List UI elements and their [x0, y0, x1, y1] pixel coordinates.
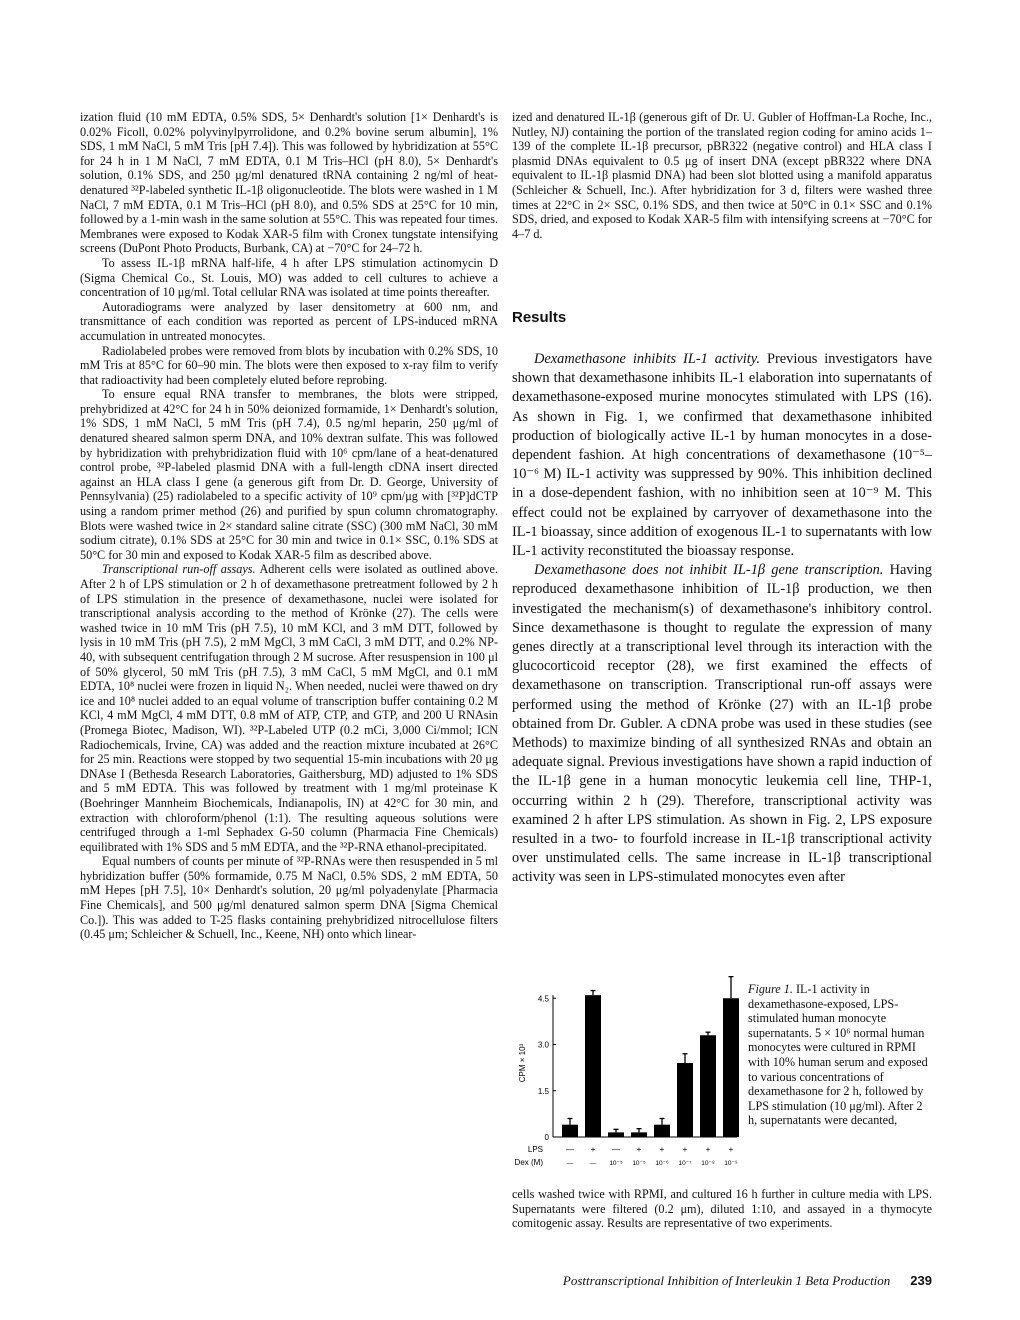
paragraph [512, 561, 932, 887]
bar [654, 1125, 670, 1137]
lps-label: + [682, 1145, 688, 1154]
paragraph-text: Previous investigators have shown that dexamethasone inhibits IL-1 elaboration into supernatants of dexamethasone-exposed murine monocytes stimulated with LPS (16). As shown in Fig. 1, we confirmed that dexamethasone inhibited production of biologically active IL-1 by human monocytes in a dose-dependent fashion. At high concentrations of dexamethasone (10⁻⁵–10⁻⁶ M) IL-1 activity was suppressed by 90%. This inhibition declined in a dose-dependent fashion, with no inhibition seen at 10⁻⁹ M. This effect could not be explained by carryover of dexamethasone into the IL-1 bioassay, since addition of exogenous IL-1 to supernatants with low IL-1 activity reconstituted the bioassay response. [512, 351, 932, 560]
run-in-heading: Dexamethasone does not inhibit IL-1β gene transcription. [534, 562, 884, 579]
row-label-dex: Dex (M) [514, 1158, 543, 1167]
running-title: Posttranscriptional Inhibition of Interleukin 1 Beta Production [562, 1273, 891, 1288]
bar [608, 1132, 624, 1137]
bar [700, 1035, 716, 1137]
y-tick-label: 1.5 [537, 1086, 549, 1096]
dex-label: 10⁻⁹ [724, 1160, 738, 1167]
lps-label: + [636, 1145, 642, 1154]
paragraph: To ensure equal RNA transfer to membranes, the blots were stripped, prehybridized at 42°C for 24 h in 50% deionized formamide, 1× Denhardt's solution, 1% SDS, 1 mM NaCl, 5 mM Tris (pH 7.4), 0.5 ng/ml heparin, 250 μg/ml of denatured sheared salmon sperm DNA, and 10% dextran sulfate. This was followed by hybridization with prehybridization fluid with 10⁶ cpm/lane of a heat-denatured control probe, ³²P-labeled plasmid DNA with a full-length cDNA insert directed against an HLA class I gene (a generous gift from Dr. D. George, University of Pennsylvania) (25) radiolabeled to a specific activity of 10⁹ cpm/μg with [³²P]dCTP using a random primer method (26) and purified by spun column chromatography. Blots were washed twice in 2× standard saline citrate (SSC) (300 mM NaCl, 30 mM sodium citrate), 0.1% SDS at 25°C for 30 min and twice in 0.1× SSC, 0.1% SDS at 50°C for 30 min and exposed to Kodak XAR-5 film as described above. [80, 387, 498, 562]
lps-label: + [728, 1145, 734, 1154]
figure-label: Figure 1. [748, 982, 793, 996]
figure-1-bar-chart [505, 975, 745, 1175]
dex-label: 10⁻⁵ [609, 1160, 623, 1167]
results-body [512, 350, 932, 888]
lps-label: + [590, 1145, 596, 1154]
paragraph: ization fluid (10 mM EDTA, 0.5% SDS, 5× Denhardt's solution [1× Denhardt's is 0.02% Ficoll, 0.02% polyvinylpyrrolidone, and 0.2% bovine serum albumin], 1% SDS, 1 mM NaCl, 5 mM Tris [pH 7.4]). This was followed by hybridization at 55°C for 24 h in 1 M NaCl, 7 mM EDTA, 0.1 M Tris–HCl (pH 8.0), 5× Denhardt's solution, 0.1% SDS, and 250 μg/ml denatured tRNA containing 2 ng/ml of heat-denatured ³²P-labeled synthetic IL-1β oligonucleotide. The blots were washed in 1 M NaCl, 7 mM EDTA, 0.1 M Tris–HCl (pH 8.0), and 0.5% SDS at 25°C for 10 min, followed by a 1-min wash in the same solution at 55°C. This was repeated four times. Membranes were exposed to Kodak XAR-5 film with Cronex tungstate intensifying screens (DuPont Photo Products, Burbank, CA) at −70°C for 24–72 h. [80, 110, 498, 256]
lps-label: — [566, 1145, 574, 1154]
lps-label: — [612, 1145, 620, 1154]
figure-caption-continued: cells washed twice with RPMI, and cultured 16 h further in culture media with LPS. Supernatants were filtered (0.2 μm), diluted 1:10, and assayed in a thymocyte comitogenic assay. Results are representative of two experiments. [512, 1187, 932, 1231]
paragraph: Radiolabeled probes were removed from blots by incubation with 0.2% SDS, 10 mM Tris at 85°C for 60–90 min. The blots were then exposed to x-ray film to verify that radioactivity had been completely eluted before reprobing. [80, 343, 498, 387]
paragraph: ized and denatured IL-1β (generous gift of Dr. U. Gubler of Hoffman-La Roche, Inc., Nutley, NJ) containing the portion of the translated region coding for amino acids 1–139 of the complete IL-1β precursor, pBR322 (negative control) and HLA class I plasmid DNAs equivalent to 0.5 μg of insert DNA (except pBR322 where DNA equivalent to IL-1β plasmid DNA) had been slot blotted using a manifold apparatus (Schleicher & Schuell, Inc.). After hybridization for 3 d, filters were washed three times at 22°C in 2× SSC, 0.1% SDS, and then twice at 50°C in 0.1× SSC and 0.1% SDS, dried, and exposed to Kodak XAR-5 film with intensifying screens at −70°C for 4–7 d. [512, 110, 932, 241]
lps-label: + [705, 1145, 711, 1154]
paragraph-text: Adherent cells were isolated as outlined above. After 2 h of LPS stimulation or 2 h of dexamethasone pretreatment followed by 2 h of LPS stimulation in the presence of dexamethasone, nuclei were isolated for transcriptional analysis according to the method of Krönke (27). The cells were washed twice in 10 mM Tris (pH 7.5), 10 mM KCl, and 3 mM DTT, followed by lysis in 10 mM Tris (pH 7.5), 2 mM MgCl, 3 mM CaCl, 3 mM DTT, and 0.2% NP-40, with subsequent centrifugation through 2 M sucrose. After resuspension in 100 μl of 50% glycerol, 50 mM Tris (pH 7.5), 3 mM CaCl, 5 mM MgCl, and 0.1 mM EDTA, 10⁸ nuclei were frozen in liquid N₂. When needed, nuclei were thawed on dry ice and 10⁸ nuclei added to an equal volume of transcription buffer containing 0.2 M KCl, 4 mM MgCl, 4 mM DTT, 0.8 mM of ATP, CTP, and GTP, and 200 U RNAsin (Promega Biotec, Madison, WI). ³²P-Labeled UTP (0.2 mCi, 3,000 Ci/mmol; ICN Radiochemicals, Irvine, CA) was added and the reaction mixture incubated at 26°C for 25 min. Reactions were stopped by two sequential 15-min incubations with 20 μg DNAse I (Bethesda Research Laboratories, Gaithersburg, MD) adjusted to 1% SDS and 5 mM EDTA. This was followed by treatment with 1 mg/ml proteinase K (Boehringer Mannheim Biochemicals, Indianapolis, IN) at 42°C for 30 min, and extraction with chloroform/phenol (1:1). The resulting aqueous solutions were centrifuged through a 1-ml Sephadex G-50 column (Pharmacia Fine Chemicals) equilibrated with 1% SDS and 5 mM EDTA, and the ³²P-RNA ethanol-precipitated. [80, 562, 499, 854]
dex-label: 10⁻⁷ [678, 1160, 692, 1167]
y-axis-label: CPM × 10³ [518, 1043, 527, 1083]
y-tick-label: 4.5 [537, 994, 549, 1004]
left-column [80, 110, 498, 942]
dex-label: 10⁻⁵ [632, 1160, 646, 1167]
paragraph [80, 562, 498, 854]
running-footer [500, 1273, 932, 1289]
y-tick-label: 3.0 [537, 1040, 549, 1050]
page-number: 239 [910, 1273, 932, 1288]
paragraph: Autoradiograms were analyzed by laser densitometry at 600 nm, and transmittance of each condition was reported as percent of LPS-induced mRNA accumulation in untreated monocytes. [80, 299, 498, 343]
figure-caption [748, 982, 932, 1128]
row-label-lps: LPS [527, 1145, 543, 1154]
bar [631, 1132, 647, 1137]
caption-text: IL-1 activity in dexamethasone-exposed, LPS-stimulated human monocyte supernatants. 5 × 10⁶ normal human monocytes were cultured in RPMI with 10% human serum and exposed to various concentrations of dexamethasone for 2 h, followed by LPS stimulation (10 μg/ml). After 2 h, supernatants were decanted, [748, 982, 928, 1128]
bar [677, 1063, 693, 1137]
run-in-heading: Transcriptional run-off assays. [102, 562, 256, 577]
section-heading: Results [512, 309, 567, 326]
bar [723, 998, 739, 1137]
dex-label: 10⁻⁶ [655, 1160, 669, 1167]
bar [562, 1125, 578, 1137]
dex-label: — [566, 1160, 574, 1167]
paragraph: Equal numbers of counts per minute of ³²P-RNAs were then resuspended in 5 ml hybridization buffer (50% formamide, 0.75 M NaCl, 0.5% SDS, 2 mM EDTA, 50 mM Hepes [pH 7.5], 10× Denhardt's solution, 20 μg/ml polyadenylate [Pharmacia Fine Chemicals], and 500 μg/ml denatured salmon sperm DNA [Sigma Chemical Co.]). This was added to T-25 flasks containing prehybridized nitrocellulose filters (0.45 μm; Schleicher & Schuell, Inc., Keene, NH) onto which linear- [80, 854, 498, 942]
right-column-top [512, 110, 932, 241]
lps-label: + [659, 1145, 665, 1154]
paragraph-text: Having reproduced dexamethasone inhibition of IL-1β production, we then investigated the mechanism(s) of dexamethasone's inhibitory control. Since dexamethasone is thought to regulate the expression of many genes directly at a transcriptional level through its interaction with the glucocorticoid receptor (28), we first examined the effects of dexamethasone on transcription. Transcriptional run-off assays were performed using the method of Krönke (27) with an IL-1β probe obtained from Dr. Gubler. A cDNA probe was used in these studies (see Methods) to maximize binding of all synthesized RNAs and obtain an adequate signal. Previous investigations have shown a rapid induction of the IL-1β gene in a human monocytic leukemia cell line, THP-1, occurring within 2 h (29). Therefore, transcriptional activity was examined 2 h after LPS stimulation. As shown in Fig. 2, LPS exposure resulted in a two- to fourfold increase in IL-1β transcriptional activity over unstimulated cells. The same increase in IL-1β transcriptional activity was seen in LPS-stimulated monocytes even after [512, 562, 932, 886]
dex-label: — [589, 1160, 597, 1167]
paragraph [512, 350, 932, 561]
y-tick-label: 0 [544, 1133, 549, 1142]
run-in-heading: Dexamethasone inhibits IL-1 activity. [534, 351, 760, 367]
bar [585, 995, 601, 1137]
paragraph: To assess IL-1β mRNA half-life, 4 h after LPS stimulation actinomycin D (Sigma Chemical Co., St. Louis, MO) was added to cell cultures to achieve a concentration of 10 μg/ml. Total cellular RNA was isolated at time points thereafter. [80, 255, 498, 300]
dex-label: 10⁻⁸ [701, 1160, 715, 1167]
